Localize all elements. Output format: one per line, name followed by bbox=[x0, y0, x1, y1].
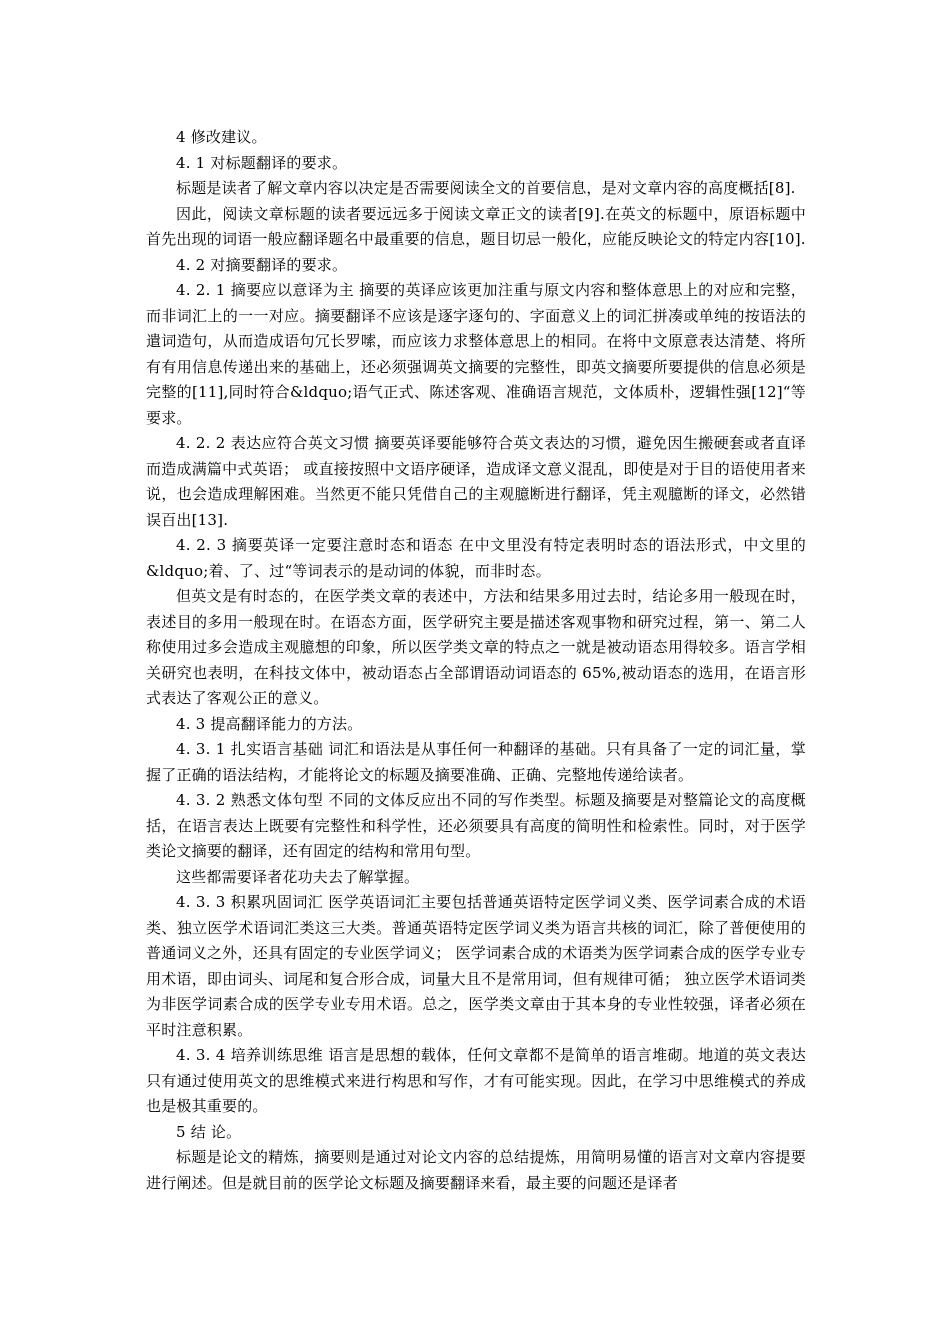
paragraph: 4. 3. 4 培养训练思维 语言是思想的载体，任何文章都不是简单的语言堆砌。地道的英文表达只有通过使用英文的思维模式来进行构思和写作，才有可能实现。因此，在学习中思维模式的养成也是极其重要的。 bbox=[146, 1046, 806, 1115]
heading-section-4-2: 4. 2 对摘要翻译的要求。 bbox=[176, 255, 348, 274]
heading-section-5: 5 结 论。 bbox=[176, 1122, 242, 1141]
paragraph: 标题是读者了解文章内容以决定是否需要阅读全文的首要信息，是对文章内容的高度概括[8]. bbox=[176, 179, 796, 197]
paragraph: 这些都需要译者花功夫去了解掌握。 bbox=[176, 867, 420, 886]
heading-section-4: 4 修改建议。 bbox=[176, 128, 267, 146]
heading-section-4-1: 4. 1 对标题翻译的要求。 bbox=[176, 153, 348, 172]
paragraph: 因此，阅读文章标题的读者要远远多于阅读文章正文的读者[9].在英文的标题中，原语标题中首先出现的词语一般应翻译题名中最重要的信息，题目切忌一般化，应能反映论文的特定内容[10]. bbox=[146, 204, 806, 248]
paragraph: 4. 3. 2 熟悉文体句型 不同的文体反应出不同的写作类型。标题及摘要是对整篇论文的高度概括，在语言表达上既要有完整性和科学性，还必须要具有高度的简明性和检索性。同时，对于医学类论文摘要的翻译，还有固定的结构和常用句型。 bbox=[146, 791, 806, 860]
heading-section-4-3: 4. 3 提高翻译能力的方法。 bbox=[176, 714, 363, 733]
document-body bbox=[146, 125, 806, 1196]
paragraph: 标题是论文的精炼，摘要则是通过对论文内容的总结提炼，用简明易懂的语言对文章内容提要进行阐述。但是就目前的医学论文标题及摘要翻译来看，最主要的问题还是译者 bbox=[146, 1148, 806, 1192]
paragraph: 4. 2. 2 表达应符合英文习惯 摘要英译要能够符合英文表达的习惯，避免因生搬硬套或者直译而造成满篇中式英语； 或直接按照中文语序硬译，造成译文意义混乱，即使是对于目的语使用者来说，也会造成理解困难。当然更不能只凭借自己的主观臆断进行翻译，凭主观臆断的译文，必然错误百出[13]. bbox=[146, 434, 806, 529]
paragraph: 但英文是有时态的，在医学类文章的表述中，方法和结果多用过去时，结论多用一般现在时，表述目的多用一般现在时。在语态方面，医学研究主要是描述客观事物和研究过程，第一、第二人称使用过多会造成主观臆想的印象，所以医学类文章的特点之一就是被动语态用得较多。语言学相关研究也表明，在科技文体中，被动语态占全部谓语动词语态的 65%,被动语态的选用，在语言形式表达了客观公正的意义。 bbox=[146, 587, 806, 707]
paragraph: 4. 3. 1 扎实语言基础 词汇和语法是从事任何一种翻译的基础。只有具备了一定的词汇量，掌握了正确的语法结构，才能将论文的标题及摘要准确、正确、完整地传递给读者。 bbox=[146, 740, 806, 784]
paragraph: 4. 2. 3 摘要英译一定要注意时态和语态 在中文里没有特定表明时态的语法形式，中文里的&ldquo;着、了、过“等词表示的是动词的体貌，而非时态。 bbox=[146, 536, 806, 580]
paragraph: 4. 2. 1 摘要应以意译为主 摘要的英译应该更加注重与原文内容和整体意思上的对应和完整，而非词汇上的一一对应。摘要翻译不应该是逐字逐句的、字面意义上的词汇拼凑或单纯的按语法的遣词造句，从而造成语句冗长罗嗦，而应该力求整体意思上的相同。在将中文原意表达清楚、将所有有用信息传递出来的基础上，还必须强调英文摘要的完整性，即英文摘要所要提供的信息必须是完整的[11],同时符合&ldquo;语气正式、陈述客观、准确语言规范，文体质朴，逻辑性强[12]“等要求。 bbox=[146, 281, 806, 427]
paragraph: 4. 3. 3 积累巩固词汇 医学英语词汇主要包括普通英语特定医学词义类、医学词素合成的术语类、独立医学术语词汇类这三大类。普通英语特定医学词义类为语言共核的词汇，除了普便使用的普通词义之外，还具有固定的专业医学词义； 医学词素合成的术语类为医学词素合成的医学专业专用术语，即由词头、词尾和复合形合成，词量大且不是常用词，但有规律可循； 独立医学术语词类为非医学词素合成的医学专业专用术语。总之，医学类文章由于其本身的专业性较强，译者必须在平时注意积累。 bbox=[146, 893, 806, 1039]
